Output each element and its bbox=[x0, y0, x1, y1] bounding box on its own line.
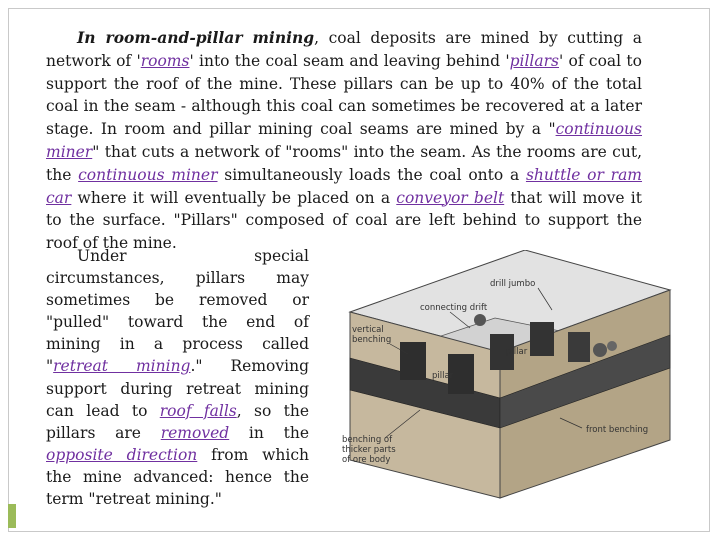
pillar-block bbox=[568, 332, 590, 362]
text-run: ." Removing support during retreat mining can lead to bbox=[46, 357, 309, 420]
label-benching-of: benching of bbox=[342, 435, 393, 445]
text-run: simultaneously loads the coal onto a bbox=[217, 165, 526, 184]
label-benching: benching bbox=[352, 335, 392, 345]
label-ore-body: of ore body bbox=[342, 455, 391, 465]
text-run: where it will eventually be placed on a bbox=[71, 188, 397, 207]
text-run: in the bbox=[229, 423, 309, 442]
label-pillar-2: pillar bbox=[432, 371, 454, 381]
text-run: ' into the coal seam and leaving behind ' bbox=[189, 51, 510, 70]
link-rooms[interactable]: rooms bbox=[140, 51, 190, 70]
diagram-svg bbox=[330, 250, 690, 500]
room-and-pillar-diagram bbox=[330, 250, 690, 500]
lead-phrase: In room-and-pillar mining bbox=[77, 28, 315, 47]
link-continuous-miner-1[interactable]: continuous miner bbox=[46, 120, 642, 161]
text-run: that will move it to the surface. "Pillars" composed of coal are left behind to support the roof of the mine. bbox=[46, 188, 642, 253]
label-vertical: vertical bbox=[352, 325, 384, 335]
text-run: , coal deposits are mined by cutting a network of ' bbox=[46, 29, 642, 70]
rubble bbox=[593, 343, 607, 357]
rubble bbox=[474, 314, 486, 326]
accent-bar bbox=[8, 504, 16, 528]
link-removed[interactable]: removed bbox=[160, 423, 230, 442]
link-continuous-miner-2[interactable]: continuous miner bbox=[78, 165, 218, 184]
label-drill-jumbo: drill jumbo bbox=[490, 279, 536, 289]
paragraph-retreat bbox=[46, 245, 309, 510]
pillar-block bbox=[530, 322, 554, 356]
link-shuttle-ram-car[interactable]: shuttle or ram car bbox=[46, 165, 643, 207]
link-roof-falls[interactable]: roof falls bbox=[159, 401, 237, 420]
text-run: , so the pillars are bbox=[46, 401, 310, 442]
label-pillar-1: pillar bbox=[506, 347, 528, 357]
label-connecting-drift: connecting drift bbox=[420, 303, 488, 313]
text-run: Under special circumstances, pillars may sometimes be removed or "pulled" toward the end of mining in a process called " bbox=[46, 247, 309, 376]
paragraph-intro bbox=[46, 27, 642, 255]
link-opposite-direction[interactable]: opposite direction bbox=[46, 445, 198, 464]
link-conveyor-belt[interactable]: conveyor belt bbox=[396, 188, 505, 207]
link-pillars[interactable]: pillars bbox=[509, 51, 559, 70]
label-thicker-parts: thicker parts bbox=[342, 445, 396, 455]
text-run: " that cuts a network of "rooms" into the seam. As the rooms are cut, the bbox=[46, 142, 642, 184]
pillar-block bbox=[400, 342, 426, 380]
text-run: from which the mine advanced: hence the term "retreat mining." bbox=[46, 445, 309, 509]
link-retreat-mining[interactable]: retreat mining bbox=[53, 357, 191, 376]
text-run: ' of coal to support the roof of the mine. These pillars can be up to 40% of the total coal in the seam - although this coal can sometimes be recovered at a later stage. In room and pillar mining coal seams are mined by a " bbox=[46, 51, 642, 139]
label-front-benching: front benching bbox=[586, 425, 649, 435]
rubble bbox=[607, 341, 617, 351]
text-block bbox=[46, 27, 642, 255]
